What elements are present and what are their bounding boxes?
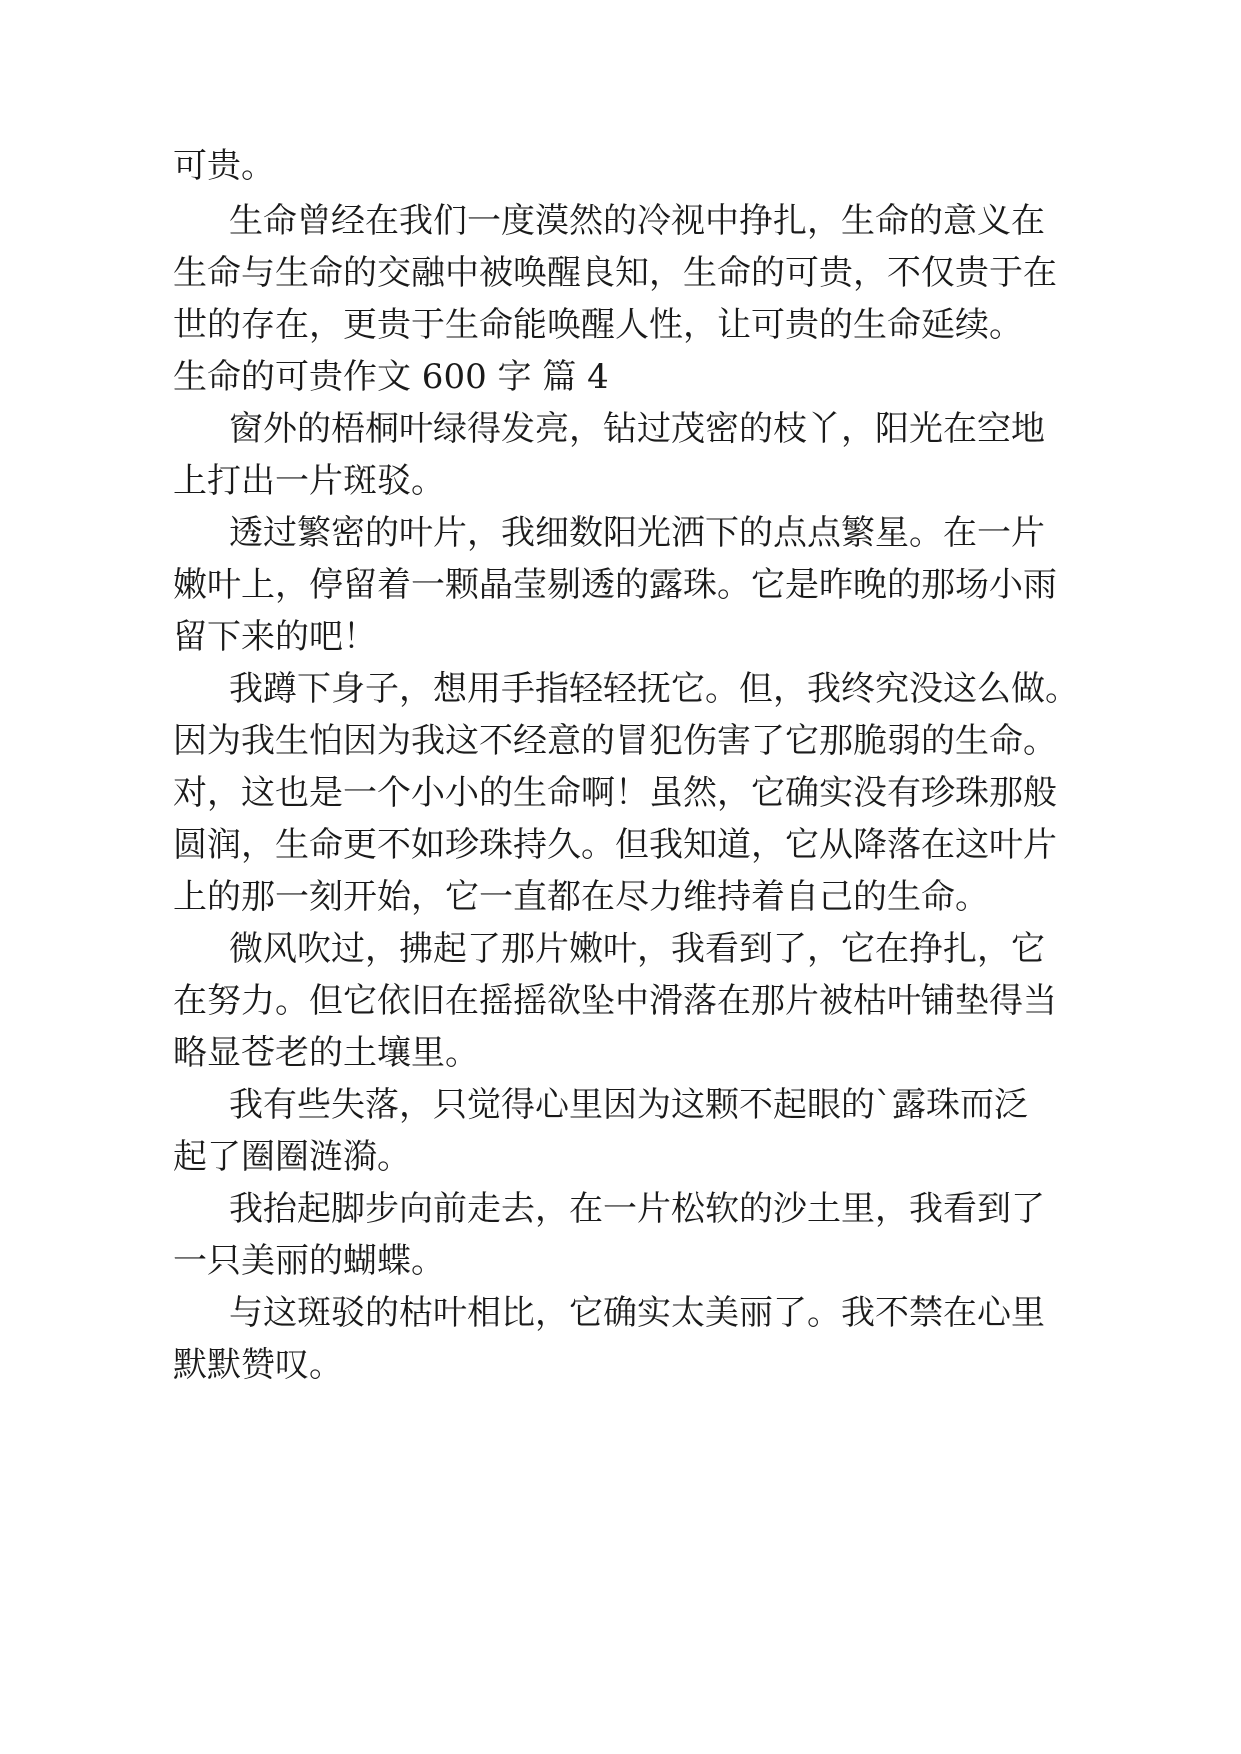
paragraph-first-line: 生命曾经在我们一度漠然的冷视中挣扎，生命的意义在: [229, 201, 1045, 241]
text-line: 一只美丽的蝴蝶。: [173, 1241, 445, 1281]
text-line: 在努力。但它依旧在摇摇欲坠中滑落在那片被枯叶铺垫得当: [173, 981, 1057, 1021]
text-line: 圆润，生命更不如珍珠持久。但我知道，它从降落在这叶片: [173, 825, 1057, 865]
text-line: 可贵。: [173, 146, 275, 186]
paragraph-first-line: 透过繁密的叶片，我细数阳光洒下的点点繁星。在一片: [229, 513, 1045, 553]
text-line: 留下来的吧！: [173, 617, 377, 657]
text-line: 起了圈圈涟漪。: [173, 1137, 411, 1177]
paragraph-first-line: 我蹲下身子，想用手指轻轻抚它。但，我终究没这么做。: [229, 669, 1079, 709]
text-line: 嫩叶上，停留着一颗晶莹剔透的露珠。它是昨晚的那场小雨: [173, 565, 1057, 605]
text-line: 因为我生怕因为我这不经意的冒犯伤害了它那脆弱的生命。: [173, 721, 1057, 761]
text-line: 略显苍老的土壤里。: [173, 1033, 479, 1073]
text-line: 世的存在，更贵于生命能唤醒人性，让可贵的生命延续。: [173, 305, 1023, 345]
text-line: 上打出一片斑驳。: [173, 461, 445, 501]
paragraph-first-line: 与这斑驳的枯叶相比，它确实太美丽了。我不禁在心里: [229, 1293, 1045, 1333]
paragraph-first-line: 窗外的梧桐叶绿得发亮，钻过茂密的枝丫，阳光在空地: [229, 409, 1045, 449]
section-heading: 生命的可贵作文 600 字 篇 4: [173, 357, 609, 397]
text-line: 对，这也是一个小小的生命啊！虽然，它确实没有珍珠那般: [173, 773, 1057, 813]
text-line: 上的那一刻开始，它一直都在尽力维持着自己的生命。: [173, 877, 989, 917]
paragraph-first-line: 微风吹过，拂起了那片嫩叶，我看到了，它在挣扎，它: [229, 929, 1045, 969]
paragraph-first-line: 我抬起脚步向前走去，在一片松软的沙土里，我看到了: [229, 1189, 1045, 1229]
text-line: 默默赞叹。: [173, 1345, 343, 1385]
text-line: 生命与生命的交融中被唤醒良知，生命的可贵，不仅贵于在: [173, 253, 1057, 293]
paragraph-first-line: 我有些失落，只觉得心里因为这颗不起眼的`露珠而泛: [229, 1085, 1028, 1125]
